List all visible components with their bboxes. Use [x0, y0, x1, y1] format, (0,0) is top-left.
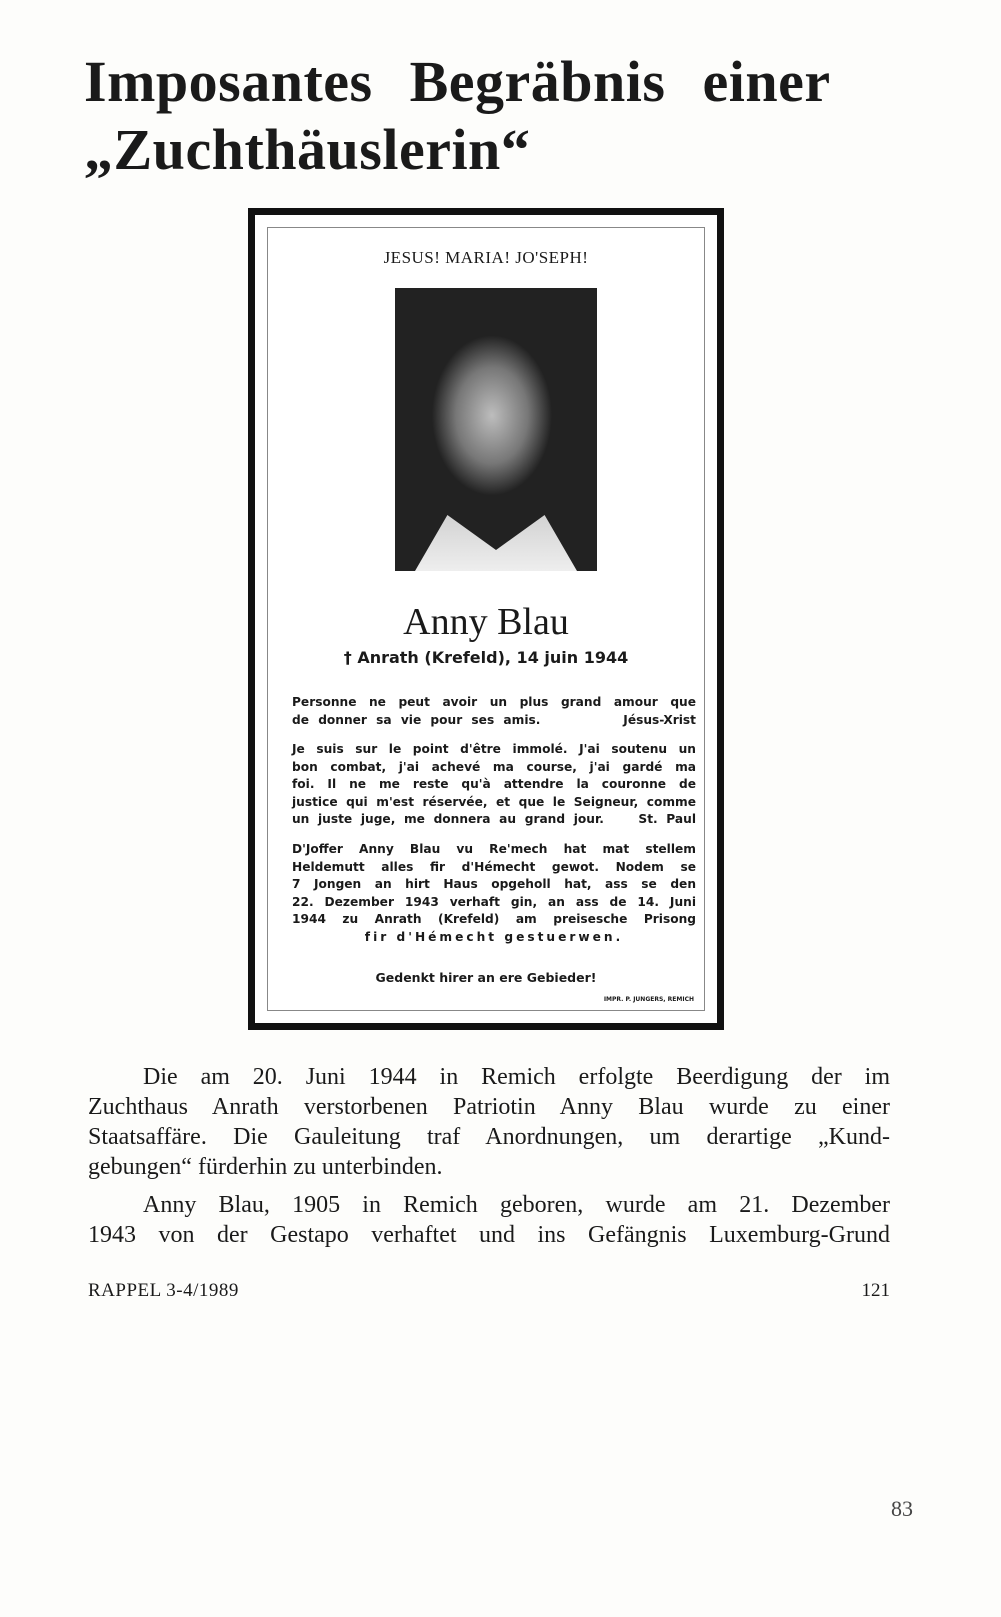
- verse-line: 7 Jongen an hirt Haus opgeholl hat, ass se den: [292, 877, 696, 891]
- card-header: JESUS! MARIA! JO'SEPH!: [383, 248, 589, 267]
- card-greeting: Gedenkt hirer an ere Gebieder!: [375, 970, 597, 985]
- page-number: 83: [891, 1496, 913, 1521]
- verse-line: Je suis sur le point d'être immolé. J'ai soutenu un: [292, 742, 696, 756]
- death-line: † Anrath (Krefeld), 14 juin 1944: [343, 648, 629, 667]
- verse-line: foi. Il ne me reste qu'à attendre la couronne de: [292, 777, 696, 791]
- quote-jesus: [292, 694, 696, 729]
- memorial-card: [248, 208, 724, 1030]
- article-title: [84, 48, 924, 184]
- verse-line: Heldemutt alles fir d'Hémecht gewot. Nodem se: [292, 859, 696, 874]
- verse-line: D'Joffer Anny Blau vu Re'mech hat mat stellem: [292, 842, 696, 856]
- verse-line: fir d'Hémecht gestuerwen.: [364, 929, 624, 944]
- body-line: Zuchthaus Anrath verstorbenen Patriotin Anny Blau wurde zu einer: [88, 1094, 890, 1120]
- source-citation: RAPPEL 3-4/1989: [88, 1280, 239, 1301]
- body-line: 1943 von der Gestapo verhaftet und ins Gefängnis Luxemburg-Grund: [88, 1222, 890, 1248]
- verse-line: un juste juge, me donnera au grand jour. St. Paul: [292, 812, 696, 826]
- quote-paul: [292, 741, 696, 829]
- printer-credit: IMPR. P. JUNGERS, REMICH: [603, 996, 694, 1003]
- body-line: Staatsaffäre. Die Gauleitung traf Anordnungen, um derartige „Kund-: [88, 1124, 890, 1150]
- body-line: Anny Blau, 1905 in Remich geboren, wurde am 21. Dezember: [143, 1192, 890, 1218]
- source-page: 121: [861, 1280, 890, 1301]
- portrait-photo: [395, 288, 597, 571]
- body-line: Die am 20. Juni 1944 in Remich erfolgte Beerdigung der im: [143, 1064, 890, 1090]
- verse-line: justice qui m'est réservée, et que le Seigneur, comme: [292, 794, 696, 809]
- verse-line: de donner sa vie pour ses amis. Jésus-Xrist: [292, 712, 696, 727]
- title-line: „Zuchthäuslerin“: [84, 117, 531, 182]
- verse-line: 1944 zu Anrath (Krefeld) am preisesche Prisong: [292, 912, 696, 926]
- verse-line: bon combat, j'ai achevé ma course, j'ai gardé ma: [292, 759, 696, 774]
- deceased-name: Anny Blau: [403, 601, 569, 643]
- verse-line: Personne ne peut avoir un plus grand amour que: [292, 695, 696, 709]
- verse-line: 22. Dezember 1943 verhaft gin, an ass de 14. Juni: [292, 894, 696, 909]
- portrait-collar: [415, 501, 577, 571]
- luxembourgish-text: [292, 841, 696, 946]
- body-line: gebungen“ fürderhin zu unterbinden.: [88, 1154, 443, 1180]
- title-line: Imposantes Begräbnis einer: [84, 49, 831, 114]
- card-inner-frame: [267, 227, 705, 1011]
- article-body: [88, 1062, 890, 1250]
